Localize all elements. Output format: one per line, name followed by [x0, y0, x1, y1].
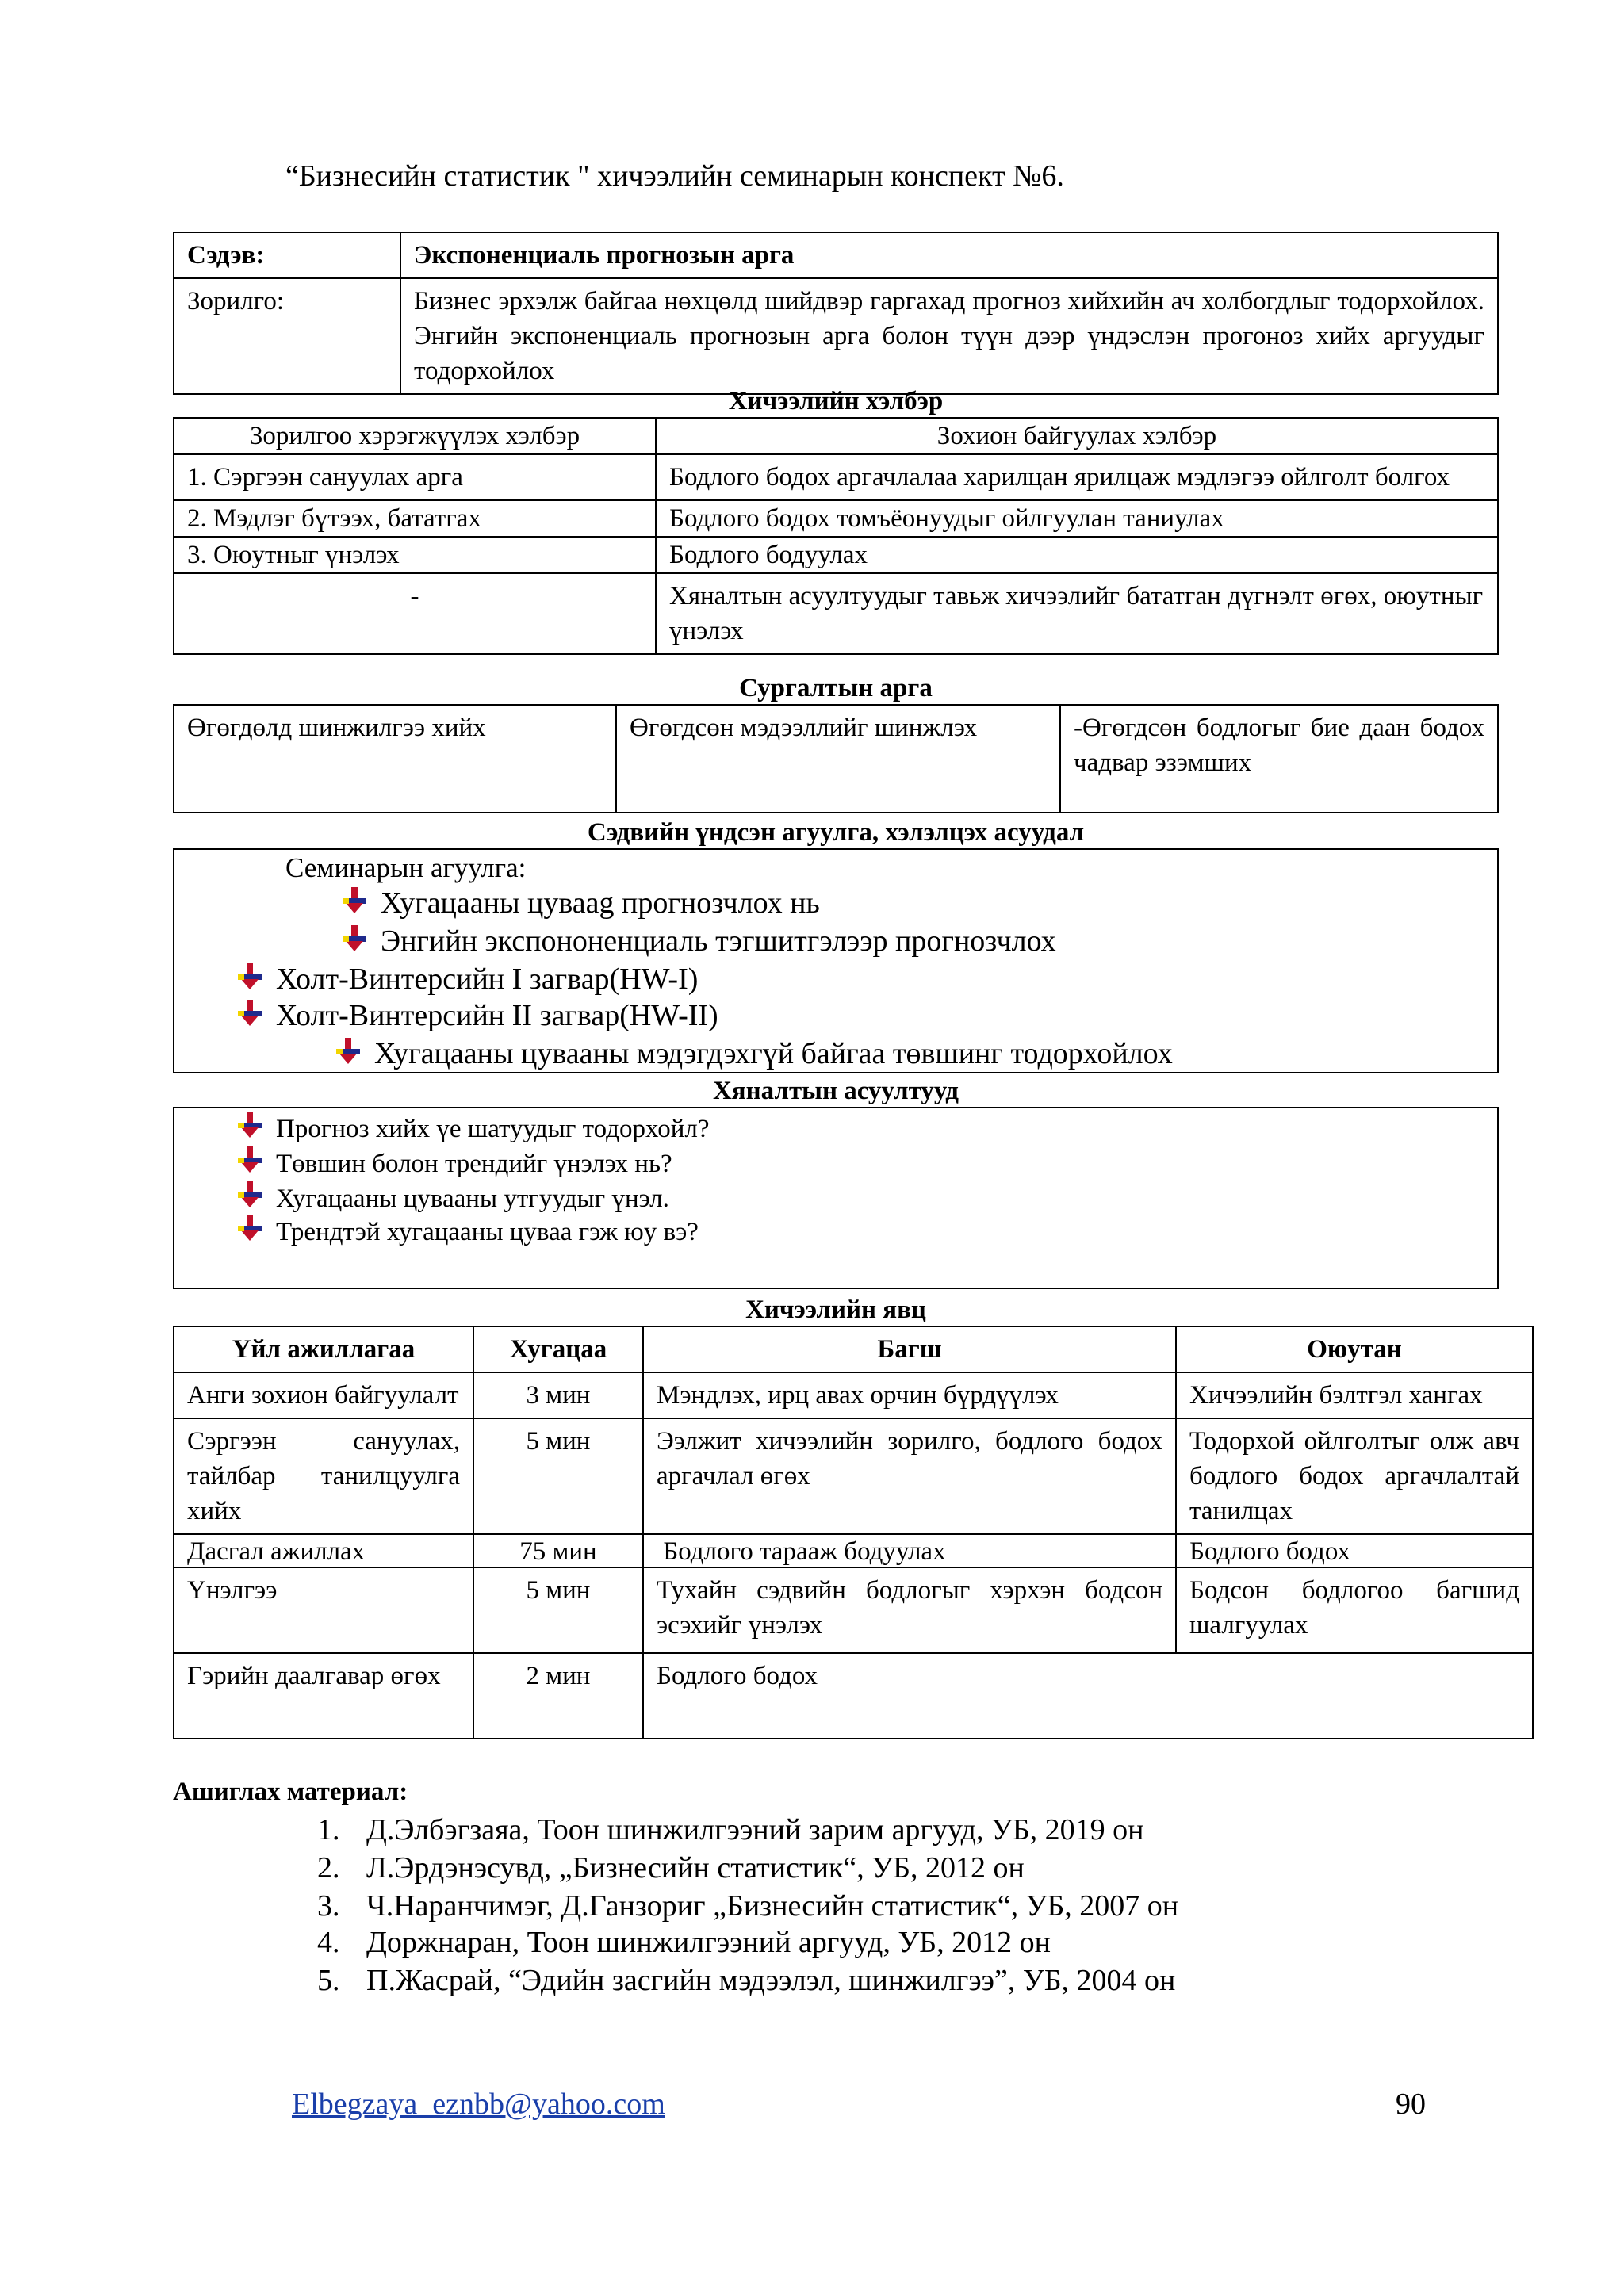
lesson-flow-cell: Бодлого бодох	[643, 1653, 1533, 1739]
reference-item	[317, 1888, 1178, 1923]
list-item	[343, 885, 820, 921]
content-item-text: Хугацааны цувааны мэдэгдэхгүй байгаа төвшинг тодорхойлох	[374, 1037, 1173, 1070]
lesson-flow-cell: Мэндлэх, ирц авах орчин бүрдүүлэх	[643, 1372, 1176, 1418]
lesson-flow-header: Хугацаа	[473, 1326, 643, 1372]
arrow-bullet-icon	[343, 887, 366, 916]
content-item-text: Холт-Винтерсийн II загвар(HW-II)	[276, 999, 718, 1032]
content-intro: Семинарын агуулга:	[285, 852, 527, 883]
list-item	[238, 1112, 709, 1146]
content-heading: Сэдвийн үндсэн агуулга, хэлэлцэх асуудал	[587, 818, 1085, 847]
teaching-method-cell: Өгөгдөлд шинжилгээ хийх	[174, 705, 616, 813]
footer-email-link[interactable]: Elbegzaya_eznbb@yahoo.com	[292, 2087, 665, 2121]
reference-number: 2.	[317, 1851, 340, 1885]
reference-text: Доржнаран, Тоон шинжилгээний аргууд, УБ, 2012 он	[366, 1926, 1051, 1959]
teaching-method-cell: Өгөгдсөн мэдээллийг шинжлэх	[616, 705, 1060, 813]
lesson-form-cell: Бодлого бодох томъёонуудыг ойлгуулан таниулах	[656, 500, 1498, 537]
lesson-form-cell: 2. Мэдлэг бүтээх, бататгах	[174, 500, 656, 537]
lesson-form-cell: 3. Оюутныг үнэлэх	[174, 537, 656, 573]
lesson-form-cell: 1. Сэргээн сануулах арга	[174, 454, 656, 500]
content-item-text: Холт-Винтерсийн I загвар(HW-I)	[276, 962, 699, 996]
lesson-flow-cell: Тухайн сэдвийн бодлогыг хэрхэн бодсон эсэхийг үнэлэх	[643, 1567, 1176, 1653]
lesson-flow-heading: Хичээлийн явц	[745, 1295, 926, 1324]
lesson-flow-cell: Бодлого бодох	[1176, 1534, 1533, 1567]
arrow-bullet-icon	[238, 1146, 262, 1175]
reference-item	[317, 1812, 1144, 1847]
arrow-bullet-icon	[336, 1038, 360, 1066]
lesson-form-table	[173, 417, 1499, 655]
lesson-flow-table	[173, 1326, 1534, 1739]
lesson-flow-cell: Сэргээн сануулах, тайлбар танилцуулга хийх	[174, 1418, 473, 1534]
list-item	[238, 961, 698, 997]
list-item	[238, 997, 718, 1034]
arrow-bullet-icon	[343, 925, 366, 954]
page-number: 90	[1396, 2087, 1426, 2121]
lesson-flow-cell: 3 мин	[473, 1372, 643, 1418]
reference-number: 4.	[317, 1926, 340, 1959]
lesson-flow-cell: Дасгал ажиллах	[174, 1534, 473, 1567]
page-title: “Бизнесийн статистик " хичээлийн семинарын конспект №6.	[285, 159, 1064, 193]
reference-text: Л.Эрдэнэсувд, „Бизнесийн статистик“, УБ, 2012 он	[366, 1851, 1025, 1885]
arrow-bullet-icon	[238, 1000, 262, 1028]
lesson-flow-cell: Үнэлгээ	[174, 1567, 473, 1653]
goal-value: Бизнес эрхэлж байгаа нөхцөлд шийдвэр гаргахад прогноз хийхийн ач холбогдлыг тодорхойлох. Энгийн экспоненциаль прогнозын арга болон түүн дээр үндэслэн прогоноз хийх аргуудыг тодорхойлох	[400, 278, 1498, 394]
reference-number: 1.	[317, 1813, 340, 1846]
topic-value: Экспоненциаль прогнозын арга	[400, 232, 1498, 278]
question-text: Төвшин болон трендийг үнэлэх нь?	[276, 1150, 672, 1178]
reference-item	[317, 1850, 1025, 1885]
list-item	[336, 1035, 1173, 1072]
materials-heading: Ашиглах материал:	[173, 1777, 408, 1806]
lesson-form-heading: Хичээлийн хэлбэр	[728, 387, 944, 415]
question-text: Трендтэй хугацааны цуваа гэж юу вэ?	[276, 1218, 699, 1246]
content-item-text: Энгийн экспононенциаль тэгшитгэлээр прогнозчлох	[381, 924, 1056, 958]
arrow-bullet-icon	[238, 1215, 262, 1243]
lesson-flow-cell: Бодлого тарааж бодуулах	[643, 1534, 1176, 1567]
lesson-flow-header: Үйл ажиллагаа	[174, 1326, 473, 1372]
list-item	[343, 923, 1056, 959]
lesson-form-cell: -	[174, 573, 656, 654]
arrow-bullet-icon	[238, 1112, 262, 1140]
list-item	[238, 1215, 699, 1249]
topic-table	[173, 232, 1499, 395]
reference-number: 3.	[317, 1889, 340, 1923]
reference-number: 5.	[317, 1964, 340, 1997]
lesson-form-cell: Бодлого бодуулах	[656, 537, 1498, 573]
lesson-flow-header: Багш	[643, 1326, 1176, 1372]
lesson-flow-header: Оюутан	[1176, 1326, 1533, 1372]
arrow-bullet-icon	[238, 1181, 262, 1210]
lesson-flow-cell: Хичээлийн бэлтгэл хангах	[1176, 1372, 1533, 1418]
lesson-flow-cell: 5 мин	[473, 1567, 643, 1653]
reference-text: Ч.Наранчимэг, Д.Ганзориг „Бизнесийн статистик“, УБ, 2007 он	[366, 1889, 1179, 1923]
lesson-flow-cell: 2 мин	[473, 1653, 643, 1739]
arrow-bullet-icon	[238, 963, 262, 992]
lesson-form-cell: Бодлого бодох аргачлалаа харилцан ярилцаж мэдлэгээ ойлголт болгох	[656, 454, 1498, 500]
teaching-method-heading: Сургалтын арга	[739, 674, 933, 702]
control-questions-heading: Хяналтын асуултууд	[712, 1077, 959, 1105]
lesson-form-cell: Хяналтын асуултуудыг тавьж хичээлийг бататган дүгнэлт өгөх, оюутныг үнэлэх	[656, 573, 1498, 654]
content-item-text: Хугацааны цуваag прогнозчлох нь	[381, 886, 820, 920]
teaching-method-cell: -Өгөгдсөн бодлогыг бие даан бодох чадвар эзэмших	[1060, 705, 1498, 813]
list-item	[238, 1181, 669, 1215]
lesson-flow-cell: 5 мин	[473, 1418, 643, 1534]
topic-label: Сэдэв:	[174, 232, 400, 278]
goal-label: Зорилго:	[174, 278, 400, 394]
lesson-form-col1-header: Зорилгоо хэрэгжүүлэх хэлбэр	[174, 418, 656, 454]
list-item	[238, 1146, 672, 1181]
reference-text: П.Жасрай, “Эдийн засгийн мэдээлэл, шинжилгээ”, УБ, 2004 он	[366, 1964, 1176, 1997]
lesson-flow-cell: Ээлжит хичээлийн зорилго, бодлого бодох аргачлал өгөх	[643, 1418, 1176, 1534]
lesson-flow-cell: Гэрийн даалгавар өгөх	[174, 1653, 473, 1739]
question-text: Хугацааны цувааны утгуудыг үнэл.	[276, 1184, 669, 1213]
reference-item	[317, 1925, 1051, 1960]
reference-item	[317, 1963, 1175, 1998]
lesson-flow-cell: Тодорхой ойлголтыг олж авч бодлого бодох аргачлалтай танилцах	[1176, 1418, 1533, 1534]
lesson-flow-cell: 75 мин	[473, 1534, 643, 1567]
lesson-flow-cell: Анги зохион байгуулалт	[174, 1372, 473, 1418]
question-text: Прогноз хийх үе шатуудыг тодорхойл?	[276, 1115, 710, 1143]
lesson-form-col2-header: Зохион байгуулах хэлбэр	[656, 418, 1498, 454]
reference-text: Д.Элбэгзаяа, Тоон шинжилгээний зарим аргууд, УБ, 2019 он	[366, 1813, 1144, 1846]
lesson-flow-cell: Бодсон бодлогоо багшид шалгуулах	[1176, 1567, 1533, 1653]
teaching-method-table	[173, 704, 1499, 813]
